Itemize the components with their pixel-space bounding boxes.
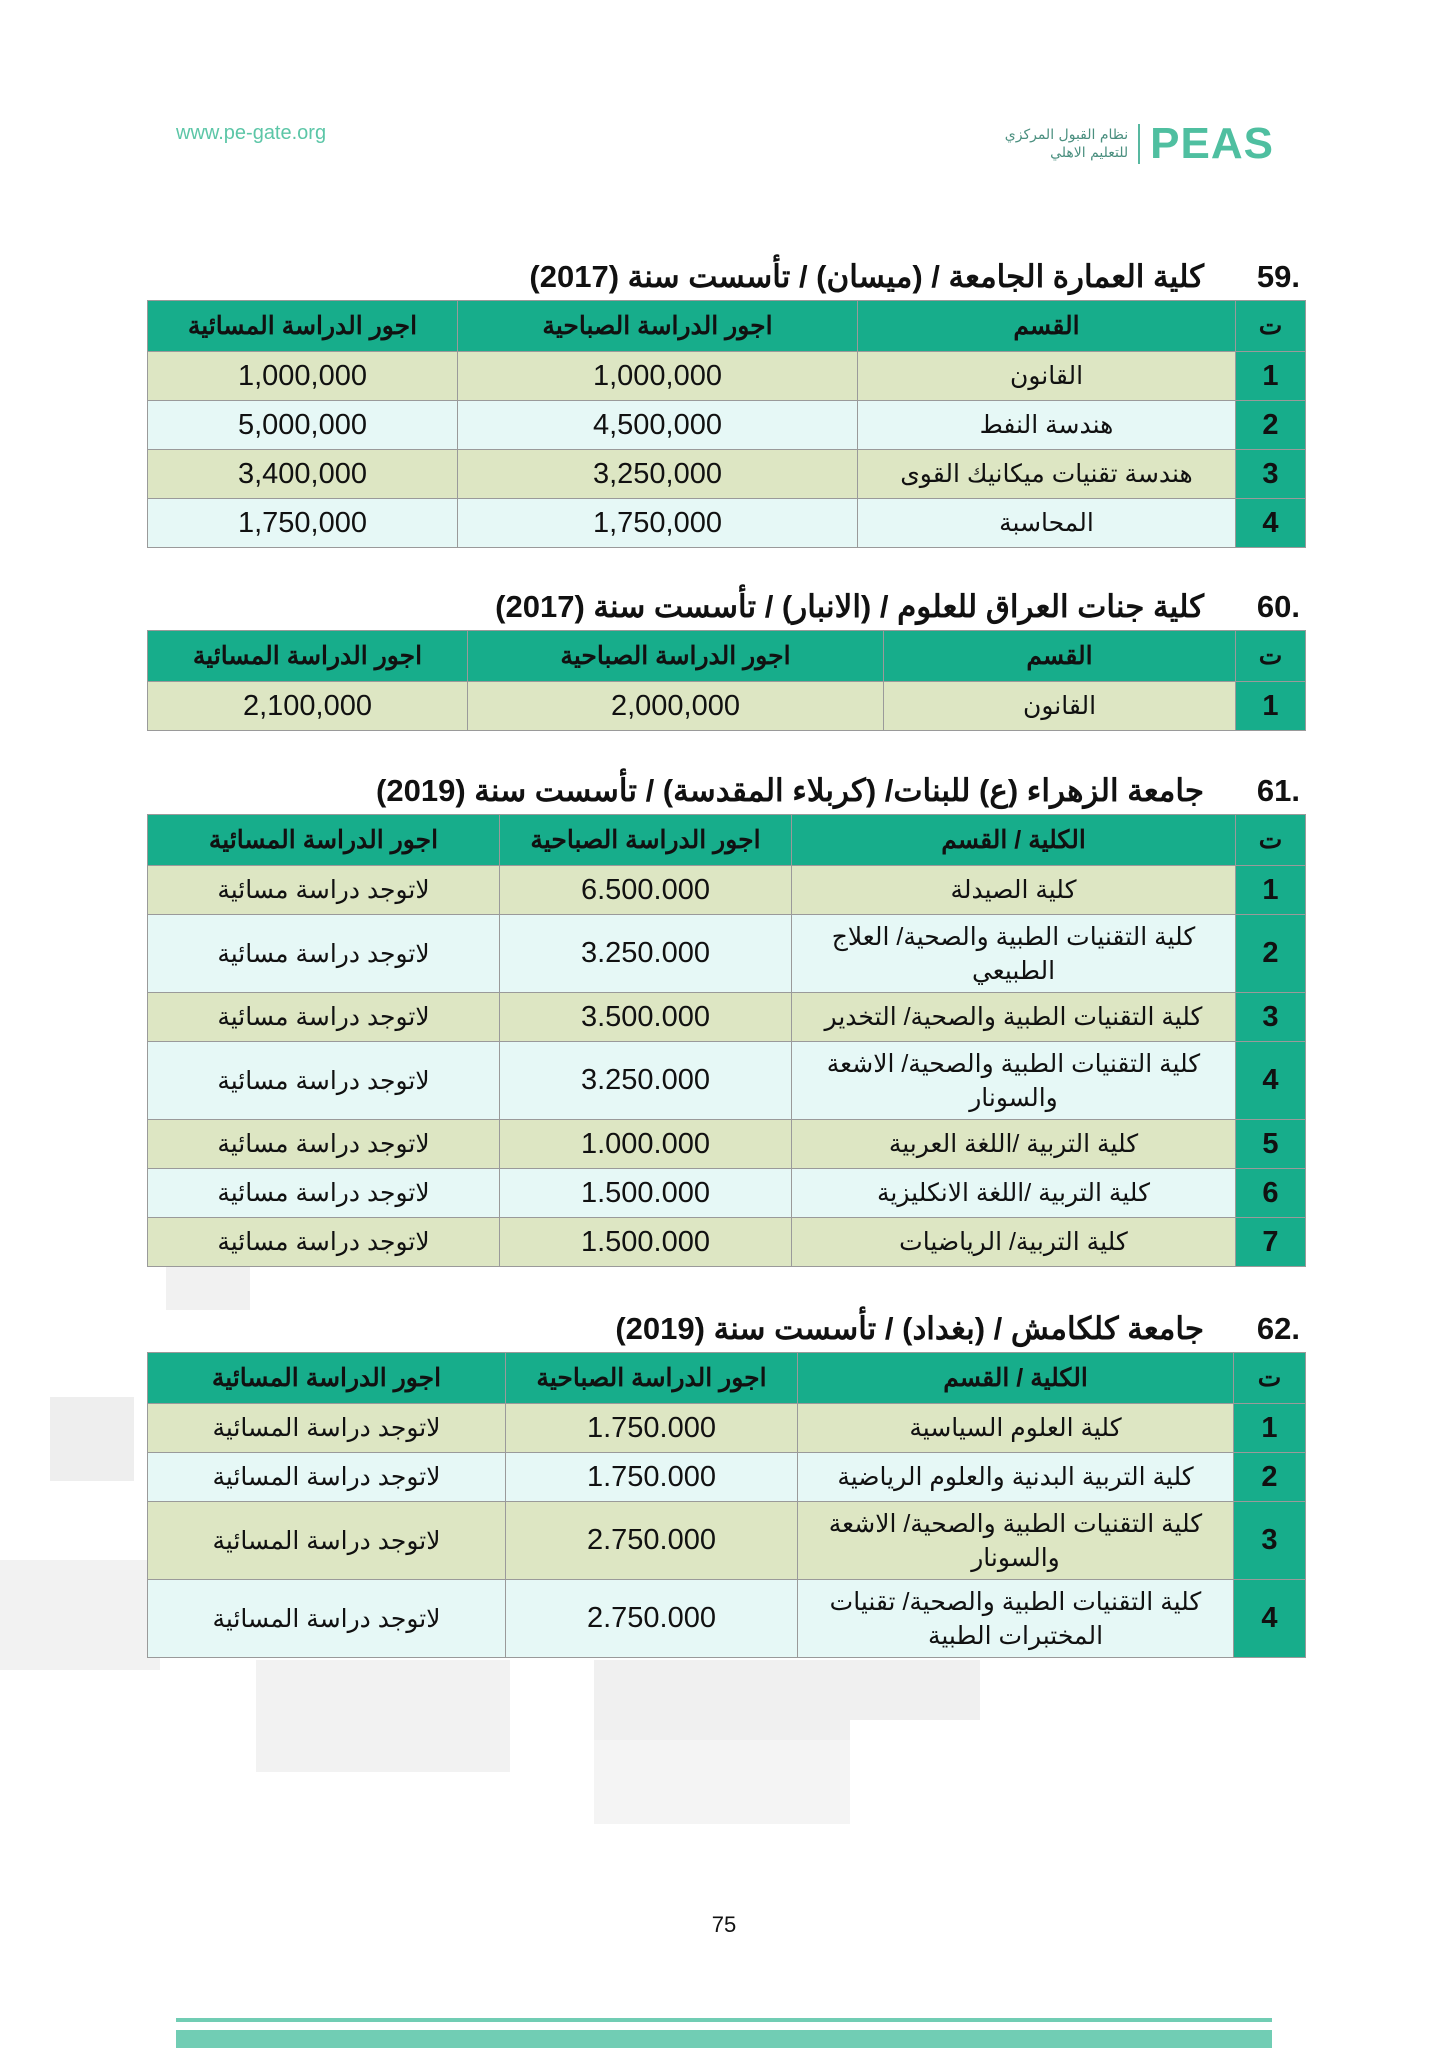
morning-fee-cell: 1,750,000: [458, 499, 858, 548]
column-header-evening-fees: اجور الدراسة المسائية: [148, 301, 458, 352]
peas-logo: [1005, 116, 1274, 172]
evening-fee-cell: 1,750,000: [148, 499, 458, 548]
department-cell: كلية التقنيات الطبية والصحية/ التخدير: [792, 993, 1236, 1042]
logo-arabic-line1: نظام القبول المركزي: [1004, 127, 1129, 143]
section-59: [148, 254, 1306, 548]
background-square: [594, 1740, 850, 1824]
department-cell: كلية الصيدلة: [792, 866, 1236, 915]
section-number: 60.: [1256, 589, 1300, 624]
evening-fee-cell: لاتوجد دراسة المسائية: [148, 1404, 506, 1453]
department-cell: هندسة النفط: [858, 401, 1236, 450]
department-cell: كلية التقنيات الطبية والصحية/ الاشعة والسونار: [798, 1502, 1234, 1580]
column-header-evening-fees: اجور الدراسة المسائية: [148, 815, 500, 866]
evening-fee-cell: لاتوجد دراسة مسائية: [148, 1120, 500, 1169]
section-62: [148, 1306, 1306, 1658]
section-heading: جامعة كلكامش / (بغداد) / تأسست سنة (2019): [615, 1311, 1204, 1346]
morning-fee-cell: 1.750.000: [506, 1404, 798, 1453]
evening-fee-cell: لاتوجد دراسة مسائية: [148, 1042, 500, 1120]
row-index: 2: [1234, 1453, 1306, 1502]
row-index: 4: [1234, 1580, 1306, 1658]
evening-fee-cell: 5,000,000: [148, 401, 458, 450]
evening-fee-cell: لاتوجد دراسة المسائية: [148, 1502, 506, 1580]
row-index: 1: [1236, 682, 1306, 731]
footer-bar: [176, 2030, 1272, 2048]
row-index: 4: [1236, 1042, 1306, 1120]
row-index: 1: [1234, 1404, 1306, 1453]
department-cell: كلية العلوم السياسية: [798, 1404, 1234, 1453]
section-60: [148, 584, 1306, 731]
row-index: 2: [1236, 915, 1306, 993]
evening-fee-cell: لاتوجد دراسة المسائية: [148, 1580, 506, 1658]
table-row: [148, 1120, 1306, 1169]
section-heading: كلية العمارة الجامعة / (ميسان) / تأسست سنة (2017): [529, 259, 1204, 294]
morning-fee-cell: 4,500,000: [458, 401, 858, 450]
row-index: 6: [1236, 1169, 1306, 1218]
section-61: [148, 768, 1306, 1267]
row-index: 3: [1236, 450, 1306, 499]
table-row: [148, 866, 1306, 915]
table-row: [148, 1042, 1306, 1120]
row-index: 1: [1236, 352, 1306, 401]
evening-fee-cell: لاتوجد دراسة مسائية: [148, 1169, 500, 1218]
department-cell: هندسة تقنيات ميكانيك القوى: [858, 450, 1236, 499]
logo-arabic-line2: للتعليم الاهلي: [1050, 145, 1129, 161]
morning-fee-cell: 1,000,000: [458, 352, 858, 401]
column-header-department: الكلية / القسم: [798, 1353, 1234, 1404]
fees-table: [147, 814, 1306, 1267]
section-number: 61.: [1256, 773, 1300, 808]
table-header-row: [148, 301, 1306, 352]
department-cell: كلية التربية/ الرياضيات: [792, 1218, 1236, 1267]
department-cell: كلية التقنيات الطبية والصحية/ العلاج الطبيعي: [792, 915, 1236, 993]
fees-table: [147, 1352, 1306, 1658]
section-title: [148, 584, 1306, 630]
row-index: 7: [1236, 1218, 1306, 1267]
morning-fee-cell: 3.250.000: [500, 1042, 792, 1120]
background-square: [850, 1660, 980, 1720]
column-header-evening-fees: اجور الدراسة المسائية: [148, 1353, 506, 1404]
footer-bar: [176, 2018, 1272, 2022]
logo-arabic-text: [1005, 126, 1128, 162]
morning-fee-cell: 3.500.000: [500, 993, 792, 1042]
column-header-index: ت: [1236, 631, 1306, 682]
morning-fee-cell: 2.750.000: [506, 1502, 798, 1580]
department-cell: كلية التربية /اللغة الانكليزية: [792, 1169, 1236, 1218]
morning-fee-cell: 1.500.000: [500, 1169, 792, 1218]
table-row: [148, 1502, 1306, 1580]
header-url[interactable]: www.pe-gate.org: [176, 122, 327, 144]
table-row: [148, 401, 1306, 450]
row-index: 5: [1236, 1120, 1306, 1169]
row-index: 2: [1236, 401, 1306, 450]
table-row: [148, 352, 1306, 401]
evening-fee-cell: 2,100,000: [148, 682, 468, 731]
table-header-row: [148, 1353, 1306, 1404]
section-number: 62.: [1256, 1311, 1300, 1346]
table-header-row: [148, 631, 1306, 682]
section-heading: كلية جنات العراق للعلوم / (الانبار) / تأسست سنة (2017): [495, 589, 1204, 624]
department-cell: كلية التقنيات الطبية والصحية/ الاشعة والسونار: [792, 1042, 1236, 1120]
table-row: [148, 1453, 1306, 1502]
background-square: [256, 1660, 510, 1772]
department-cell: كلية التقنيات الطبية والصحية/ تقنيات المختبرات الطبية: [798, 1580, 1234, 1658]
morning-fee-cell: 3,250,000: [458, 450, 858, 499]
department-cell: القانون: [858, 352, 1236, 401]
section-title: [148, 768, 1306, 814]
table-row: [148, 499, 1306, 548]
table-row: [148, 450, 1306, 499]
table-row: [148, 1404, 1306, 1453]
table-row: [148, 993, 1306, 1042]
morning-fee-cell: 1.000.000: [500, 1120, 792, 1169]
table-header-row: [148, 815, 1306, 866]
row-index: 3: [1236, 993, 1306, 1042]
morning-fee-cell: 3.250.000: [500, 915, 792, 993]
column-header-index: ت: [1234, 1353, 1306, 1404]
column-header-index: ت: [1236, 301, 1306, 352]
background-square: [166, 1266, 250, 1310]
evening-fee-cell: لاتوجد دراسة مسائية: [148, 993, 500, 1042]
morning-fee-cell: 2,000,000: [468, 682, 884, 731]
table-row: [148, 1580, 1306, 1658]
evening-fee-cell: لاتوجد دراسة مسائية: [148, 915, 500, 993]
background-square: [0, 1560, 160, 1670]
section-title: [148, 1306, 1306, 1352]
evening-fee-cell: لاتوجد دراسة مسائية: [148, 866, 500, 915]
section-heading: جامعة الزهراء (ع) للبنات/ (كربلاء المقدسة) / تأسست سنة (2019): [376, 773, 1204, 808]
background-square: [50, 1397, 134, 1481]
evening-fee-cell: لاتوجد دراسة المسائية: [148, 1453, 506, 1502]
row-index: 3: [1234, 1502, 1306, 1580]
evening-fee-cell: 3,400,000: [148, 450, 458, 499]
department-cell: القانون: [884, 682, 1236, 731]
page-number: 75: [711, 1912, 737, 1937]
table-row: [148, 682, 1306, 731]
morning-fee-cell: 1.750.000: [506, 1453, 798, 1502]
fees-table: [147, 630, 1306, 731]
row-index: 4: [1236, 499, 1306, 548]
fees-table: [147, 300, 1306, 548]
department-cell: كلية التربية البدنية والعلوم الرياضية: [798, 1453, 1234, 1502]
column-header-department: القسم: [884, 631, 1236, 682]
row-index: 1: [1236, 866, 1306, 915]
section-number: 59.: [1256, 259, 1300, 294]
morning-fee-cell: 1.500.000: [500, 1218, 792, 1267]
morning-fee-cell: 2.750.000: [506, 1580, 798, 1658]
column-header-morning-fees: اجور الدراسة الصباحية: [506, 1353, 798, 1404]
logo-separator: [1138, 124, 1140, 164]
column-header-morning-fees: اجور الدراسة الصباحية: [500, 815, 792, 866]
table-row: [148, 915, 1306, 993]
table-row: [148, 1169, 1306, 1218]
column-header-morning-fees: اجور الدراسة الصباحية: [458, 301, 858, 352]
column-header-department: القسم: [858, 301, 1236, 352]
column-header-evening-fees: اجور الدراسة المسائية: [148, 631, 468, 682]
morning-fee-cell: 6.500.000: [500, 866, 792, 915]
column-header-morning-fees: اجور الدراسة الصباحية: [468, 631, 884, 682]
department-cell: المحاسبة: [858, 499, 1236, 548]
department-cell: كلية التربية /اللغة العربية: [792, 1120, 1236, 1169]
evening-fee-cell: لاتوجد دراسة مسائية: [148, 1218, 500, 1267]
column-header-index: ت: [1236, 815, 1306, 866]
column-header-department: الكلية / القسم: [792, 815, 1236, 866]
section-title: [148, 254, 1306, 300]
evening-fee-cell: 1,000,000: [148, 352, 458, 401]
table-row: [148, 1218, 1306, 1267]
logo-text: PEAS: [1150, 119, 1274, 168]
